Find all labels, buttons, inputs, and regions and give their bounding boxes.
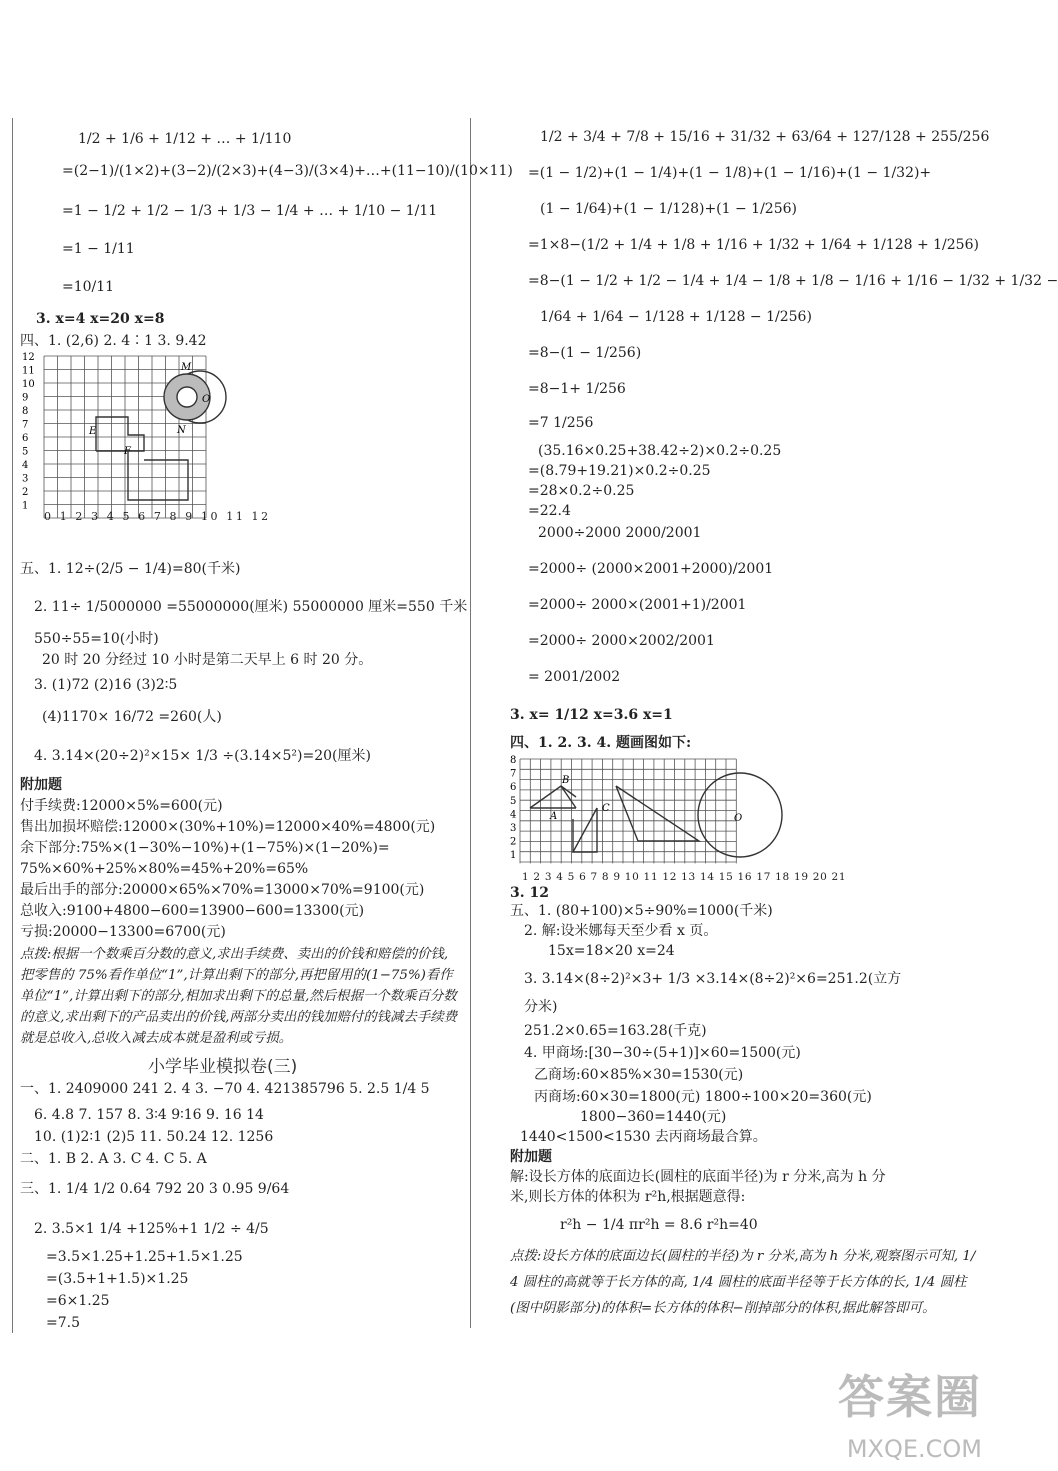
r-bonus-2: 米,则长方体的体积为 r²h,根据题意得: bbox=[510, 1189, 746, 1205]
exam-3-title: 小学毕业模拟卷(三) bbox=[148, 1057, 298, 1077]
grid1-y-tick: 10 bbox=[22, 379, 35, 390]
section-5-q3a: 3. (1)72 (2)16 (3)2∶5 bbox=[34, 677, 178, 693]
section-5-q1: 五、1. 12÷(2/5 − 1/4)=80(千米) bbox=[20, 561, 241, 577]
grid2-y-tick: 8 bbox=[510, 755, 517, 766]
r-eq-8: =8−1+ 1/256 bbox=[528, 381, 626, 397]
g2-label-c: C bbox=[602, 803, 610, 814]
r-eq-1: 1/2 + 3/4 + 7/8 + 15/16 + 31/32 + 63/64 + 127/128 + 255/256 bbox=[540, 129, 990, 145]
bonus-hint: 点拨:根据一个数乘百分数的意义,求出手续费、卖出的价钱和赔偿的价钱,把零售的 75%看作单位“1”,计算出剩下的部分,再把留用的(1−75%)看作单位“1”,计算出剩下的部分,相加求出剩下的总量,然后根据一个数乘百分数的意义,求出剩下的产品卖出的价钱,两部分卖出的钱加赔付的钱减去手续费就是总收入,总收入减去成本就是盈利或亏损。 bbox=[20, 947, 458, 1046]
grid1-y-tick: 6 bbox=[22, 433, 29, 444]
r-eq-6: 1/64 + 1/64 − 1/128 + 1/128 − 1/256) bbox=[540, 309, 812, 325]
watermark-logo: 答案圈 bbox=[838, 1370, 982, 1424]
shape-c bbox=[573, 808, 597, 852]
section-5-q4: 4. 3.14×(20÷2)²×15× 1/3 ÷(3.14×5²)=20(厘米) bbox=[34, 748, 371, 764]
grid-figure-1 bbox=[20, 350, 250, 525]
bonus-line-5: 最后出手的部分:20000×65%×70%=13000×70%=9100(元) bbox=[20, 882, 425, 898]
r-section-5-q3: 3. 3.14×(8÷2)²×3+ 1/3 ×3.14×(8÷2)²×6=251.2(立方 bbox=[524, 971, 902, 987]
grid1-y-tick: 11 bbox=[22, 365, 35, 377]
grid1-y-tick: 12 bbox=[22, 352, 35, 363]
r-answer-q3: 3. x= 1/12 x=3.6 x=1 bbox=[510, 707, 673, 723]
segment-b bbox=[561, 786, 576, 808]
r-eq-11: =(8.79+19.21)×0.2÷0.25 bbox=[528, 463, 711, 479]
right-triangle bbox=[616, 786, 699, 841]
exam3-part2: 二、1. B 2. A 3. C 4. C 5. A bbox=[20, 1151, 207, 1167]
g2-label-b: B bbox=[562, 775, 570, 786]
grid1-y-tick: 4 bbox=[22, 460, 29, 471]
grid2-y-tick: 3 bbox=[510, 822, 517, 834]
grid1-y-tick: 5 bbox=[22, 446, 29, 458]
exam3-part3-q2b: =3.5×1.25+1.25+1.5×1.25 bbox=[46, 1249, 243, 1265]
r-eq-12: =28×0.2÷0.25 bbox=[528, 483, 635, 499]
r-section-5-q3b: 分米) bbox=[524, 999, 558, 1015]
r-section-5-q4b: 乙商场:60×85%×30=1530(元) bbox=[534, 1067, 744, 1083]
inner-circle bbox=[177, 387, 197, 407]
r-eq-16: =2000÷ 2000×(2001+1)/2001 bbox=[528, 597, 747, 613]
exam3-part3: 三、1. 1/4 1/2 0.64 792 20 3 0.95 9/64 bbox=[20, 1181, 290, 1197]
bonus-line-6: 总收入:9100+4800−600=13900−600=13300(元) bbox=[20, 903, 365, 919]
bonus-title: 附加题 bbox=[20, 777, 62, 793]
r-eq-14: 2000÷2000 2000/2001 bbox=[538, 525, 702, 541]
grid2-y-tick: 7 bbox=[510, 768, 517, 780]
r-eq-5: =8−(1 − 1/2 + 1/2 − 1/4 + 1/4 − 1/8 + 1/8 − 1/16 + 1/16 − 1/32 + 1/32 − bbox=[528, 273, 1058, 289]
grid2-y-tick: 4 bbox=[510, 809, 517, 821]
r-section-5-q1: 五、1. (80+100)×5÷90%=1000(千米) bbox=[510, 903, 773, 919]
grid-figure-2 bbox=[510, 755, 830, 875]
shape-e-outline bbox=[96, 417, 144, 451]
grid-label-f: F bbox=[124, 446, 131, 457]
exam3-part3-q2a: 2. 3.5×1 1/4 +125%+1 1/2 ÷ 4/5 bbox=[34, 1221, 269, 1237]
r-eq-17: =2000÷ 2000×2002/2001 bbox=[528, 633, 715, 649]
r-answer-3-12: 3. 12 bbox=[510, 885, 549, 901]
grid-label-n: N bbox=[177, 425, 186, 436]
grid1-x-ticks: 0 1 2 3 4 5 6 7 8 9 10 11 12 bbox=[44, 510, 271, 523]
r-section-5-q4a: 4. 甲商场:[30−30÷(5+1)]×60=1500(元) bbox=[524, 1045, 801, 1061]
g2-label-o: O bbox=[734, 813, 743, 824]
exam3-part1-b: 6. 4.8 7. 157 8. 3∶4 9∶16 9. 16 14 bbox=[34, 1107, 264, 1123]
grid2-y-tick: 1 bbox=[510, 850, 517, 862]
section-5-q2a: 2. 11÷ 1/5000000 =55000000(厘米) 55000000 厘米=550 千米 bbox=[34, 599, 468, 615]
r-section-5-q4c: 丙商场:60×30=1800(元) 1800÷100×20=360(元) bbox=[534, 1089, 872, 1105]
r-eq-2: =(1 − 1/2)+(1 − 1/4)+(1 − 1/8)+(1 − 1/16)+(1 − 1/32)+ bbox=[528, 165, 932, 181]
grid1-y-tick: 9 bbox=[22, 392, 29, 404]
r-bonus-hint: 点拨:设长方体的底面边长(圆柱的半径)为 r 分米,高为 h 分米,观察图示可知, 1/4 圆柱的高就等于长方体的高, 1/4 圆柱的底面半径等于长方体的长, 1/4 圆柱(图中阴影部分)的体积=长方体的体积−削掉部分的体积,据此解答即可。 bbox=[510, 1249, 976, 1316]
column-divider-left bbox=[12, 118, 13, 1333]
eq-f4: =1 − 1/11 bbox=[62, 241, 135, 257]
r-section-5-q2: 2. 解:设米娜每天至少看 x 页。 bbox=[524, 923, 718, 939]
r-eq-9: =7 1/256 bbox=[528, 415, 594, 431]
eq-f5: =10/11 bbox=[62, 279, 115, 295]
grid1-y-tick: 3 bbox=[22, 473, 29, 485]
r-eq-13: =22.4 bbox=[528, 503, 571, 519]
exam3-part1-c: 10. (1)2∶1 (2)5 11. 50.24 12. 1256 bbox=[34, 1129, 274, 1145]
r-eq-3: (1 − 1/64)+(1 − 1/128)+(1 − 1/256) bbox=[540, 201, 797, 217]
grid2-x-ticks: 1 2 3 4 5 6 7 8 9 10 11 12 13 14 15 16 17 18 19 20 21 bbox=[522, 871, 847, 883]
exam3-part1-a: 一、1. 2409000 241 2. 4 3. −70 4. 421385796 5. 2.5 1/4 5 bbox=[20, 1081, 430, 1097]
grid2-y-tick: 6 bbox=[510, 782, 517, 794]
bonus-line-2: 售出加损坏赔偿:12000×(30%+10%)=12000×40%=4800(元) bbox=[20, 819, 436, 835]
grid1-y-tick: 7 bbox=[22, 419, 29, 431]
grid1-y-tick: 2 bbox=[22, 487, 29, 498]
r-bonus-eq: r²h − 1/4 πr²h = 8.6 r²h=40 bbox=[560, 1217, 758, 1233]
bonus-line-4: 75%×60%+25%×80%=45%+20%=65% bbox=[20, 861, 309, 877]
g2-label-a: A bbox=[550, 811, 558, 822]
grid1-y-tick: 8 bbox=[22, 406, 29, 417]
r-bonus-1: 解:设长方体的底面边长(圆柱的底面半径)为 r 分米,高为 h 分 bbox=[510, 1169, 886, 1185]
exam3-part3-q2d: =6×1.25 bbox=[46, 1293, 110, 1309]
r-section-5-q2-eq: 15x=18×20 x=24 bbox=[548, 943, 675, 959]
r-eq-4: =1×8−(1/2 + 1/4 + 1/8 + 1/16 + 1/32 + 1/64 + 1/128 + 1/256) bbox=[528, 237, 979, 253]
exam3-part3-q2e: =7.5 bbox=[46, 1315, 80, 1331]
grid2-y-tick: 2 bbox=[510, 836, 517, 848]
eq-f2: =(2−1)/(1×2)+(3−2)/(2×3)+(4−3)/(3×4)+…+(11−10)/(10×11) bbox=[62, 163, 513, 179]
section-4-answers: 四、1. (2,6) 2. 4∶1 3. 9.42 bbox=[20, 333, 207, 349]
r-eq-10: (35.16×0.25+38.42÷2)×0.2÷0.25 bbox=[538, 443, 782, 459]
bonus-line-1: 付手续费:12000×5%=600(元) bbox=[20, 798, 223, 814]
r-section-5-q4e: 1440<1500<1530 去丙商场最合算。 bbox=[520, 1129, 767, 1145]
bonus-line-7: 亏损:20000−13300=6700(元) bbox=[20, 924, 226, 940]
grid-label-m: M bbox=[181, 362, 192, 373]
r-eq-18: = 2001/2002 bbox=[528, 669, 621, 685]
watermark-url: MXQE.COM bbox=[846, 1435, 982, 1463]
column-divider-center bbox=[470, 118, 471, 1328]
section-5-q2c: 20 时 20 分经过 10 小时是第二天早上 6 时 20 分。 bbox=[42, 652, 373, 668]
grid1-y-tick: 1 bbox=[22, 500, 29, 512]
section-5-q2b: 550÷55=10(小时) bbox=[34, 631, 159, 647]
bonus-line-3: 余下部分:75%×(1−30%−10%)+(1−75%)×(1−20%)= bbox=[20, 840, 390, 856]
grid-label-o: O bbox=[202, 394, 211, 405]
eq-f1: 1/2 + 1/6 + 1/12 + … + 1/110 bbox=[78, 131, 292, 147]
r-section-5-q4d: 1800−360=1440(元) bbox=[580, 1109, 727, 1125]
eq-f3: =1 − 1/2 + 1/2 − 1/3 + 1/3 − 1/4 + … + 1/10 − 1/11 bbox=[62, 203, 438, 219]
r-eq-7: =8−(1 − 1/256) bbox=[528, 345, 642, 361]
r-eq-15: =2000÷ (2000×2001+2000)/2001 bbox=[528, 561, 774, 577]
grid2-y-tick: 5 bbox=[510, 795, 517, 807]
exam3-part3-q2c: =(3.5+1+1.5)×1.25 bbox=[46, 1271, 189, 1287]
r-section-5-q3c: 251.2×0.65=163.28(千克) bbox=[524, 1023, 707, 1039]
answer-q3: 3. x=4 x=20 x=8 bbox=[36, 311, 165, 327]
section-5-q3b: (4)1170× 16/72 =260(人) bbox=[42, 709, 222, 725]
r-section-4: 四、1. 2. 3. 4. 题画图如下: bbox=[510, 735, 692, 751]
grid-label-e: E bbox=[89, 426, 97, 437]
r-bonus-title: 附加题 bbox=[510, 1149, 552, 1165]
